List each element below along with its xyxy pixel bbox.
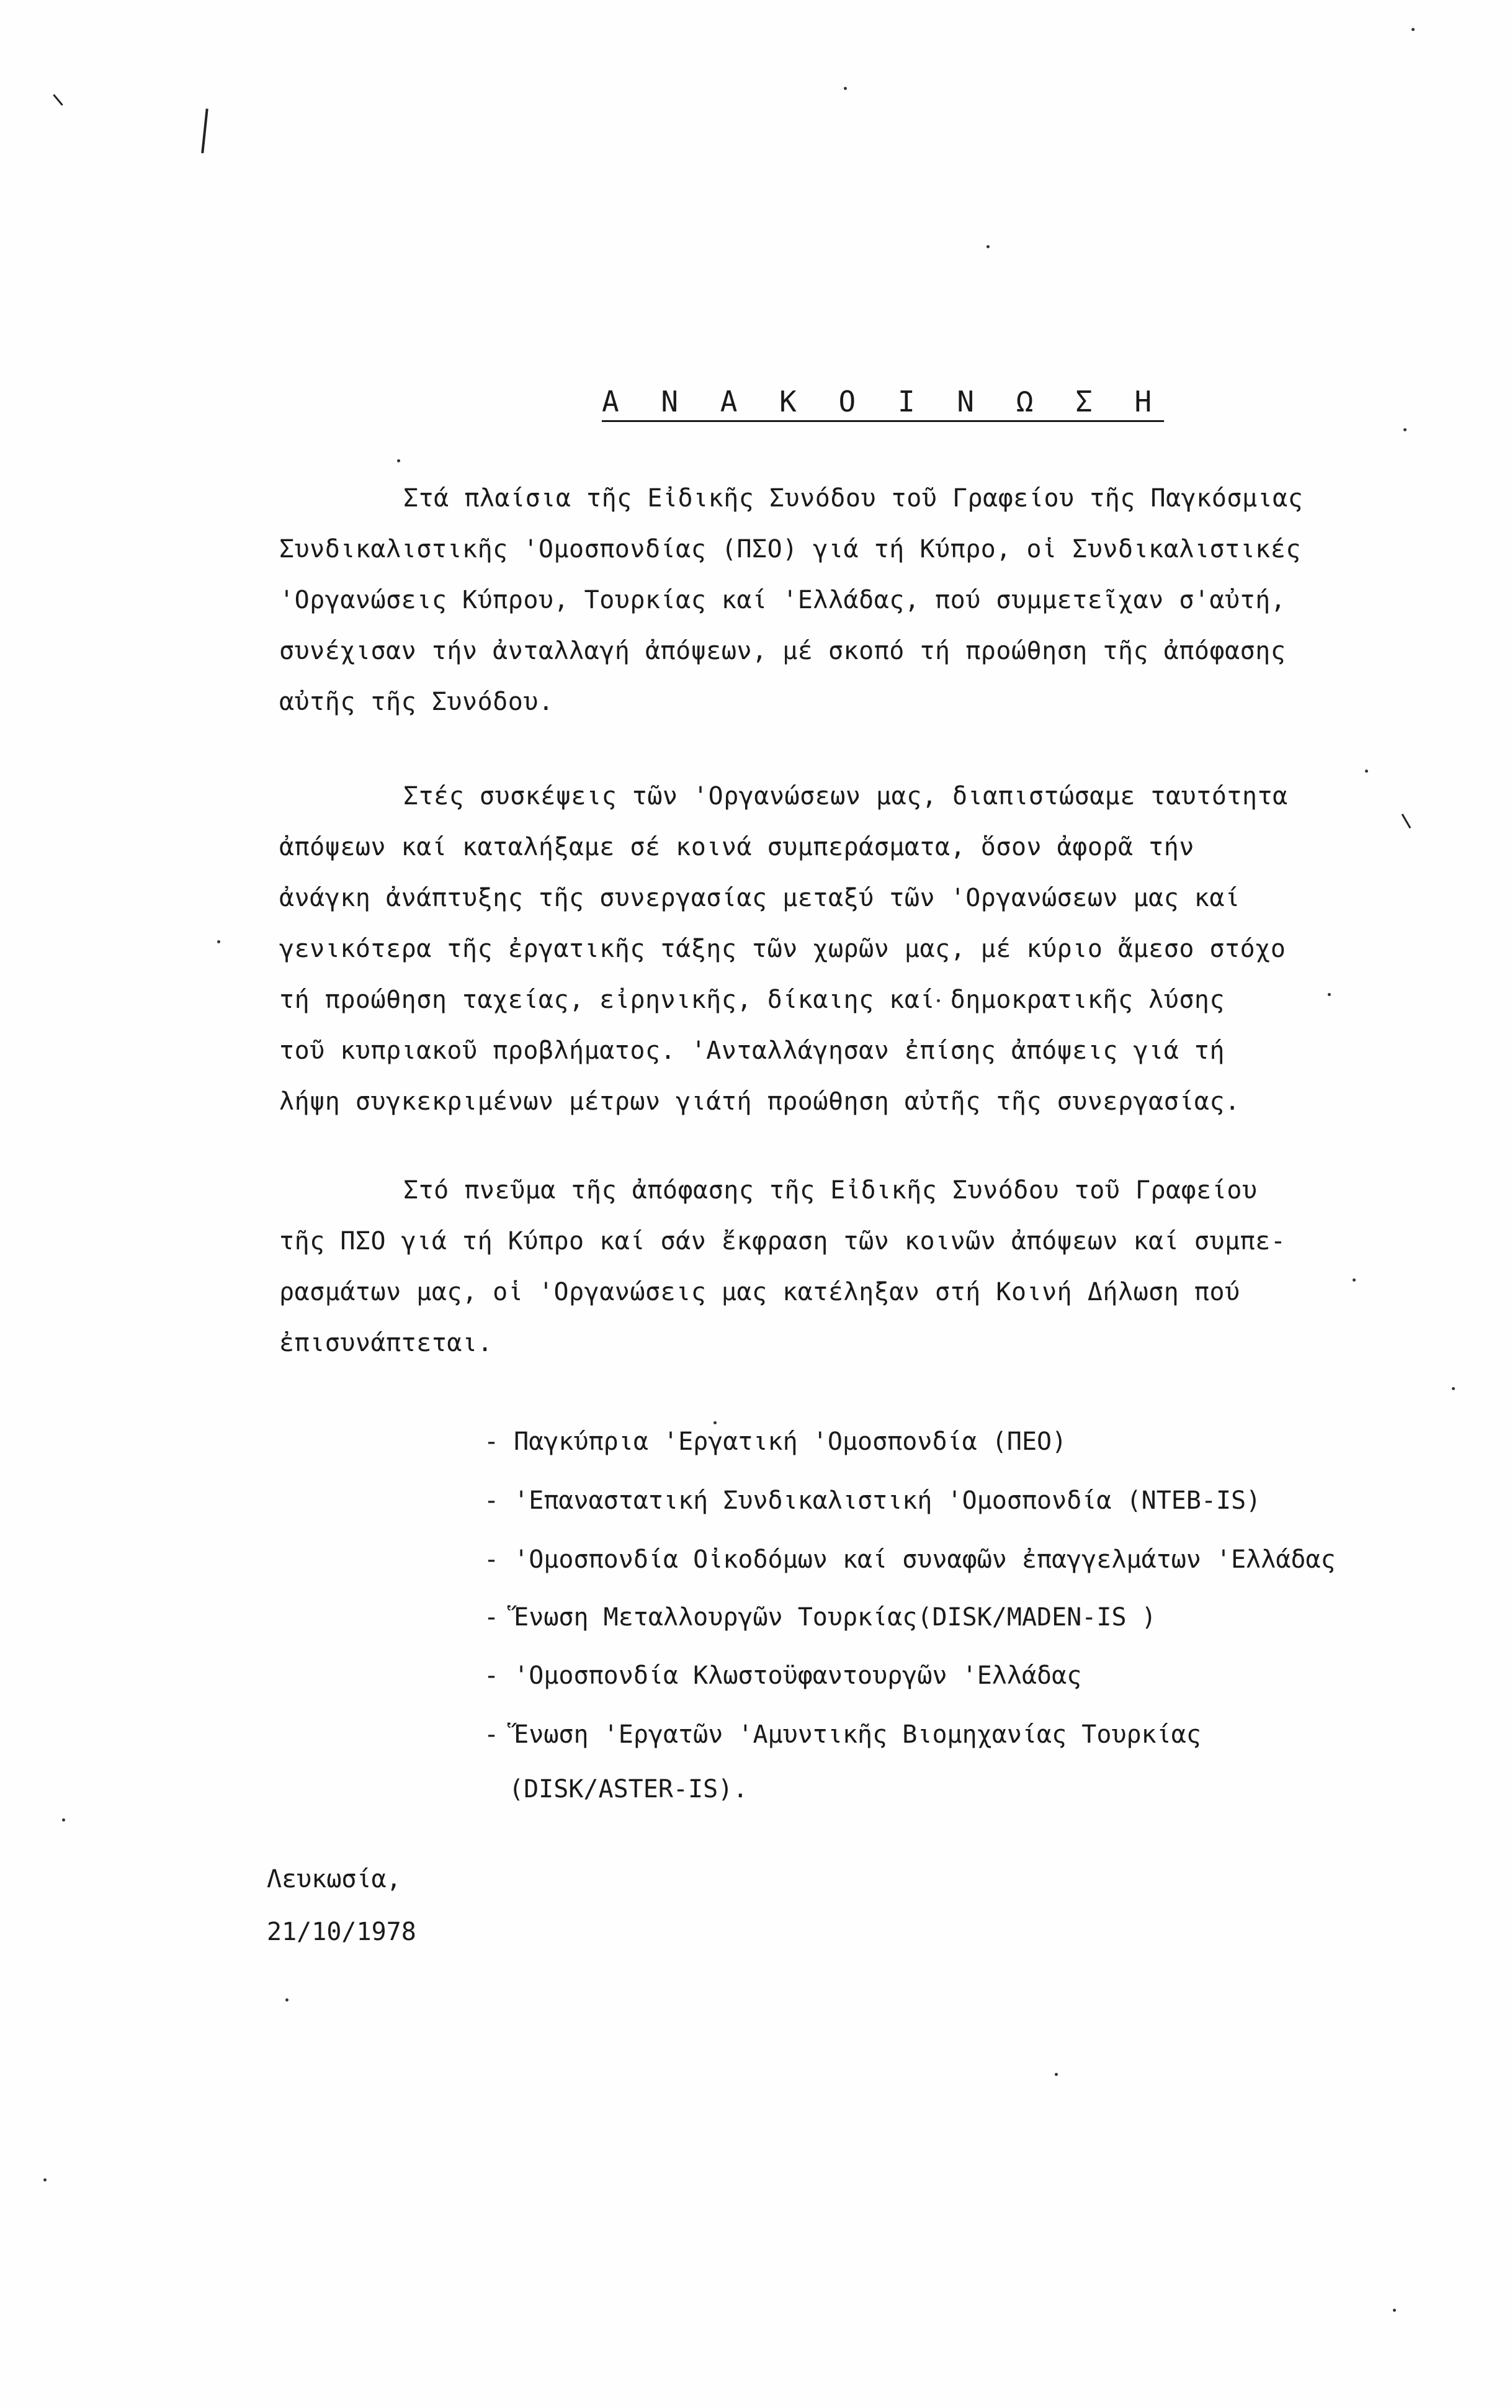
organization-item: - 'Ομοσπονδία Κλωστοϋφαντουργῶν 'Ελλάδας <box>484 1661 1082 1690</box>
document-date: 21/10/1978 <box>267 1918 416 1946</box>
document-place: Λευκωσία, <box>267 1865 401 1894</box>
scan-speck <box>1452 1387 1455 1390</box>
paragraph-2-line: τοῦ κυπριακοῦ προβλήματος. 'Ανταλλάγησαν ἐπίσης ἀπόψεις γιά τή <box>279 1036 1225 1065</box>
organization-item: - Ἕνωση 'Εργατῶν 'Αμυντικῆς Βιομηχανίας Τουρκίας <box>484 1720 1201 1749</box>
scan-speck <box>1411 28 1415 31</box>
organization-item-continuation: (DISK/ASTER-IS). <box>509 1775 748 1804</box>
scan-speck <box>1353 1278 1356 1282</box>
paragraph-1-line: 'Οργανώσεις Κύπρου, Τουρκίας καί 'Ελλάδας, πού συμμετεῖχαν σ'αὐτή, <box>279 586 1286 614</box>
paragraph-1-line: αὐτῆς τῆς Συνόδου. <box>279 688 554 716</box>
scan-speck <box>1403 428 1407 431</box>
scan-speck <box>397 459 400 462</box>
paragraph-3-line: ρασμάτων μας, οἱ 'Οργανώσεις μας κατέληξαν στή Κοινή Δήλωση πού <box>279 1278 1240 1306</box>
organization-item: - Παγκύπρια 'Εργατική 'Ομοσπονδία (ΠΕΟ) <box>484 1427 1067 1456</box>
paragraph-1-line: Στά πλαίσια τῆς Εἰδικῆς Συνόδου τοῦ Γραφείου τῆς Παγκόσμιας <box>403 484 1304 513</box>
paragraph-1-line: συνέχισαν τήν ἀνταλλαγή ἀπόψεων, μέ σκοπό τή προώθηση τῆς ἀπόφασης <box>279 637 1286 665</box>
scan-mark-right <box>1402 814 1411 829</box>
scan-speck <box>217 940 220 943</box>
scan-speck <box>1393 2309 1396 2312</box>
paragraph-2-line: ἀπόψεων καί καταλήξαμε σέ κοινά συμπεράσματα, ὅσον ἀφορᾶ τήν <box>279 833 1194 861</box>
paragraph-3-line: τῆς ΠΣΟ γιά τή Κύπρο καί σάν ἔκφραση τῶν κοινῶν ἀπόψεων καί συμπε- <box>279 1227 1286 1256</box>
scan-speck <box>1365 770 1368 773</box>
scan-speck <box>1328 993 1331 996</box>
paragraph-1-line: Συνδικαλιστικῆς 'Ομοσπονδίας (ΠΣΟ) γιά τή Κύπρο, οἱ Συνδικαλιστικές <box>279 535 1301 564</box>
scan-speck <box>43 2178 47 2181</box>
scan-speck <box>986 245 990 248</box>
paragraph-2-line: ἀνάγκη ἀνάπτυξης τῆς συνεργασίας μεταξύ τῶν 'Οργανώσεων μας καί <box>279 884 1240 912</box>
organization-item: - 'Ομοσπονδία Οἰκοδόμων καί συναφῶν ἐπαγγελμάτων 'Ελλάδας <box>484 1545 1336 1574</box>
scan-speck <box>844 87 847 90</box>
scan-speck <box>62 1818 65 1822</box>
document-title: Α Ν Α Κ Ο Ι Ν Ω Σ Η <box>602 385 1165 418</box>
scan-speck <box>285 1998 289 2001</box>
paragraph-2-line: γενικότερα τῆς ἐργατικῆς τάξης τῶν χωρῶν μας, μέ κύριο ἄμεσο στόχο <box>279 935 1286 963</box>
paragraph-2-line: τή προώθηση ταχείας, εἰρηνικῆς, δίκαιης καί δημοκρατικῆς λύσης <box>279 986 1225 1014</box>
paragraph-3-line: ἐπισυνάπτεται. <box>279 1329 493 1357</box>
organization-item: - 'Επαναστατική Συνδικαλιστική 'Ομοσπονδία (NTEB-IS) <box>484 1486 1261 1515</box>
organization-item: - Ἕνωση Μεταλλουργῶν Τουρκίας(DISK/MADEN-IS ) <box>484 1603 1156 1632</box>
paragraph-2-line: Στές συσκέψεις τῶν 'Οργανώσεων μας, διαπιστώσαμε ταυτότητα <box>403 782 1288 811</box>
paragraph-3-line: Στό πνεῦμα τῆς ἀπόφασης τῆς Εἰδικῆς Συνόδου τοῦ Γραφείου <box>403 1176 1258 1205</box>
scan-mark-slash <box>201 109 208 153</box>
scan-speck <box>1055 2073 1058 2076</box>
paragraph-2-line: λήψη συγκεκριμένων μέτρων γιάτή προώθηση αὐτῆς τῆς συνεργασίας. <box>279 1087 1240 1116</box>
scan-speck <box>714 1421 717 1424</box>
scan-mark-tick <box>53 94 63 106</box>
